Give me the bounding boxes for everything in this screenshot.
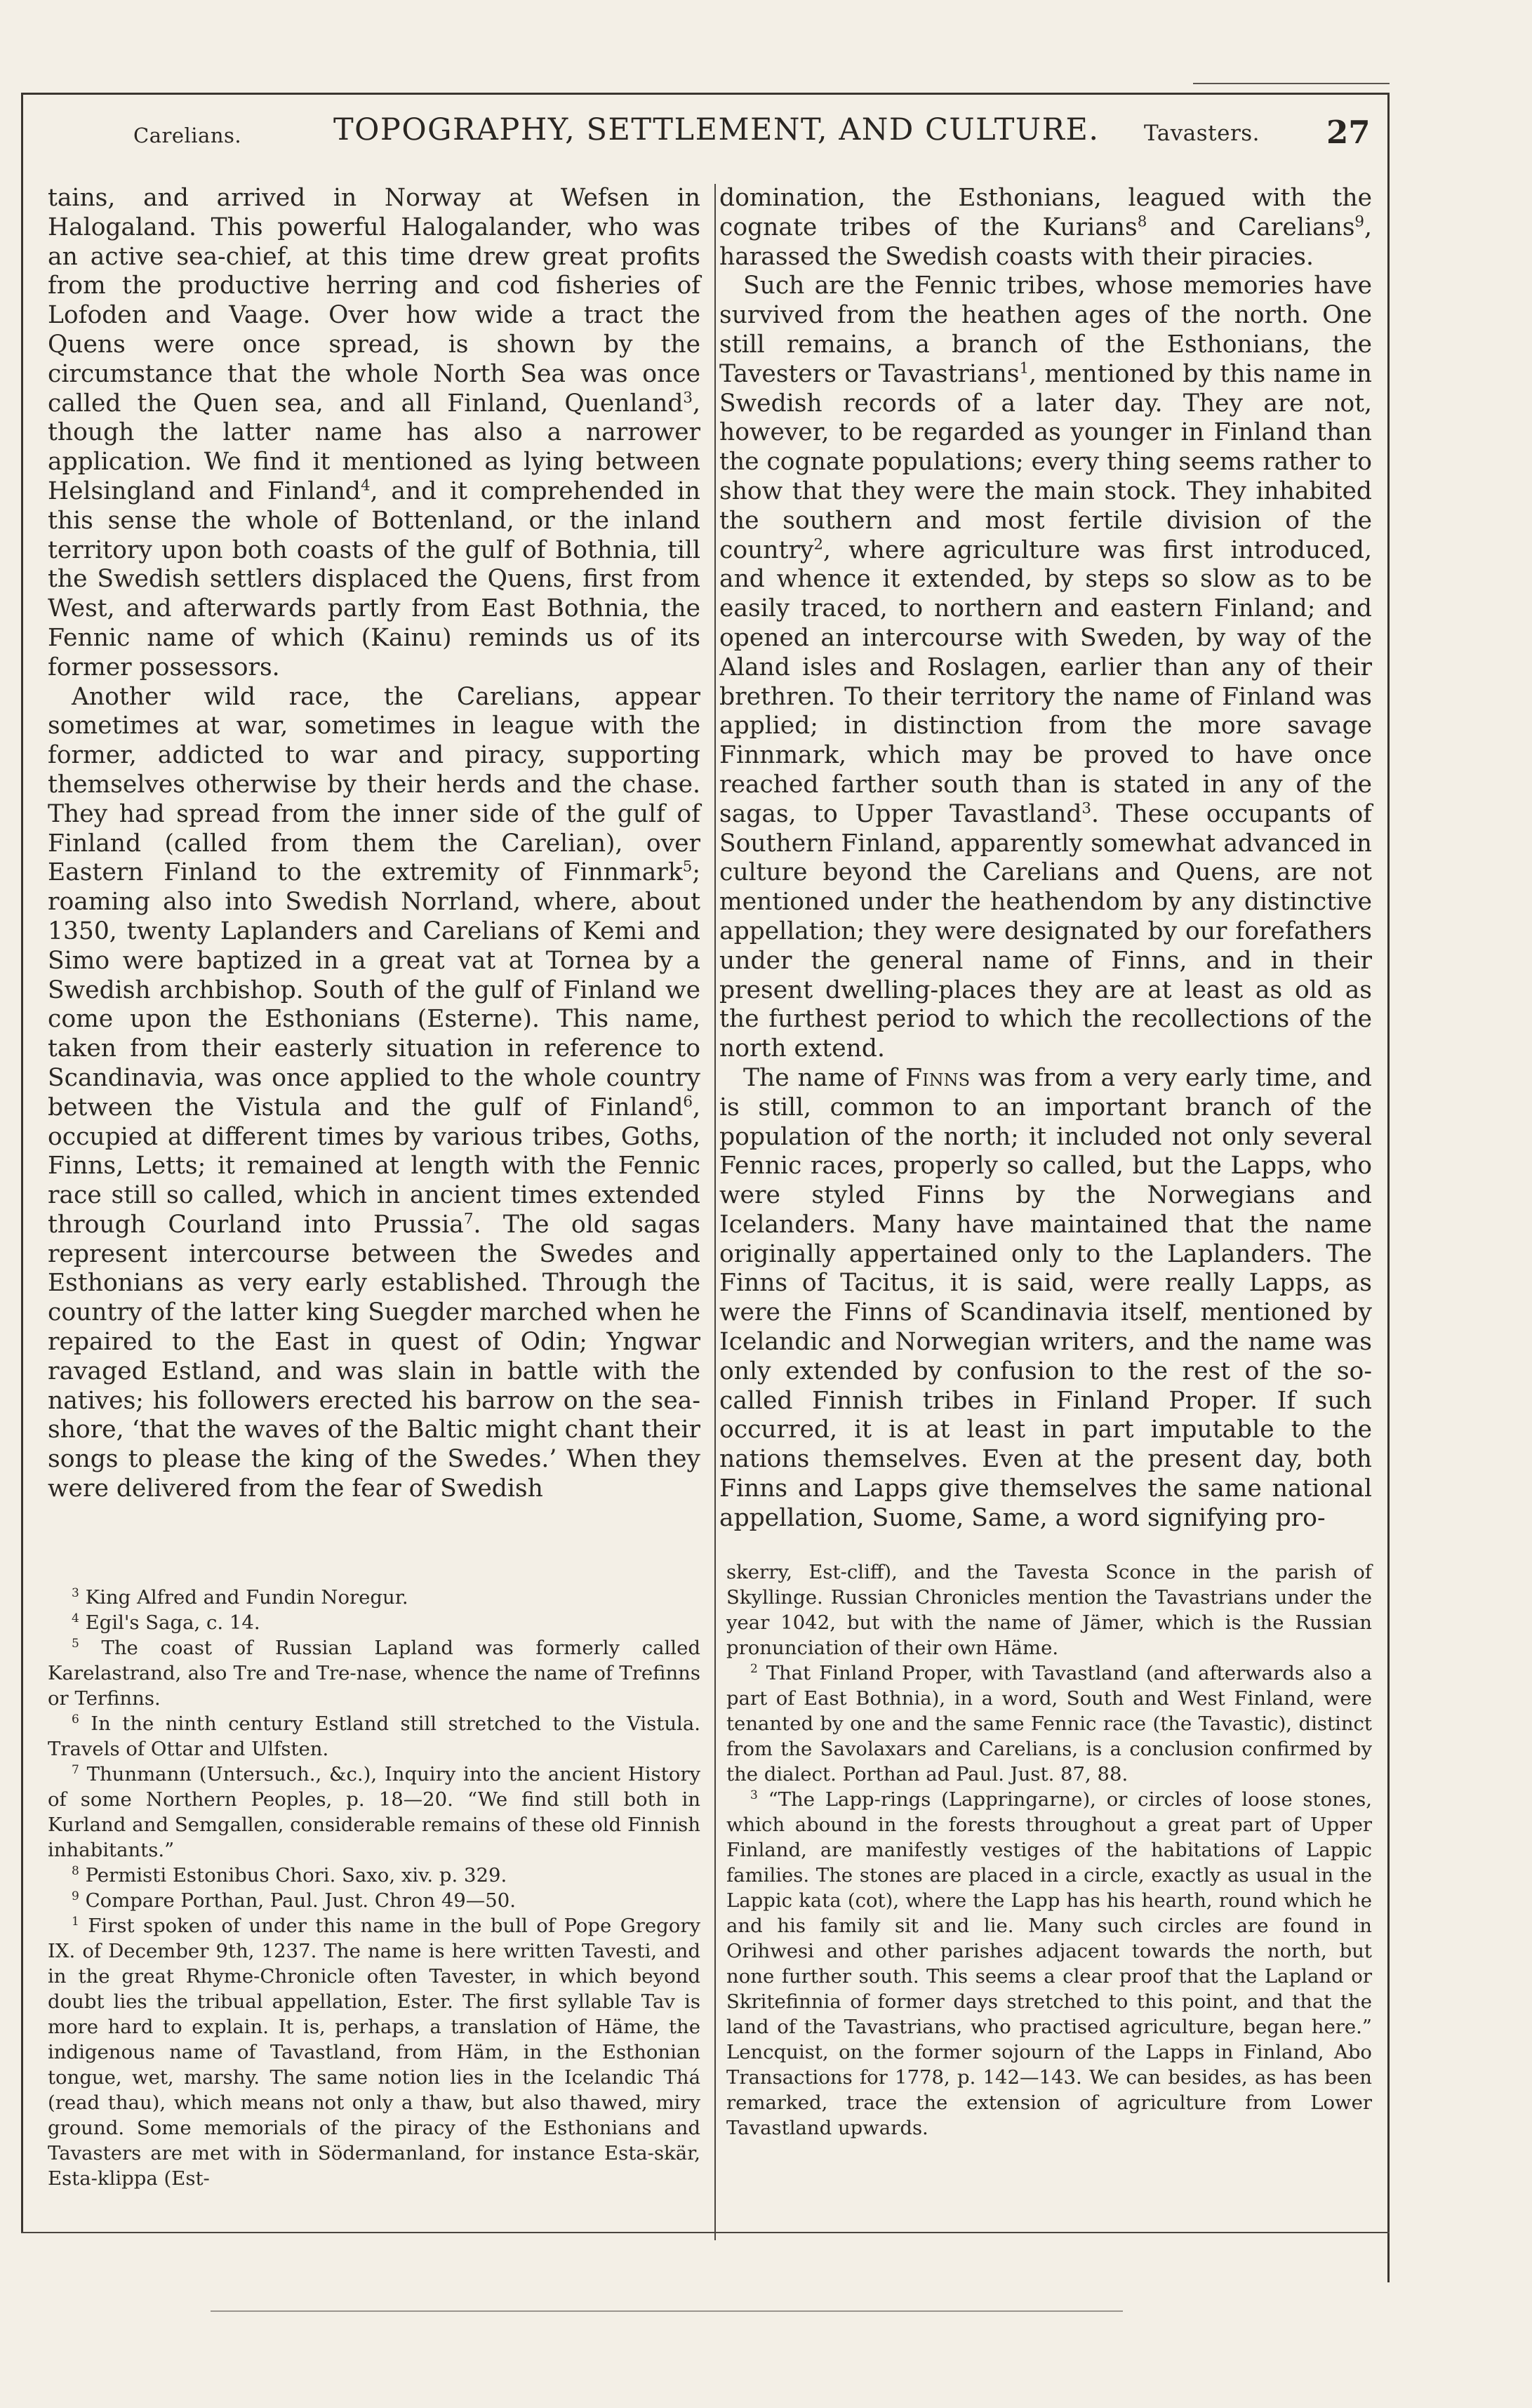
footnote-ref-4: 4 [361, 477, 371, 495]
footnote: $^6$ In the ninth century Estland still stretched to the Vistula. Travels of Ottar and Ulfsten. [48, 1712, 700, 1760]
footnote-ref-6: 6 [683, 1093, 693, 1111]
footnote: $^3$ “The Lapp-rings (Lappringarne), or circles of loose stones, which abound in the forests throughout a great part of Upper Finland, are manifestly vestiges of the habitations of Lappic families. The stones are placed in a circle, exactly as usual in the Lappic kata (cot), where the Lapp has his hearth, round which he and his family sit and lie. Many such circles are found in Orihwesi and other parishes adjacent towards the north, but none further south. This seems a clear proof that the Lapland or Skritefinnia of former days stretched to this point, and that the land of the Tavastrians, who practised agriculture, began here.” Lencquist, on the former sojourn of the Lapps in Finland, Abo Transactions for 1778, p. 142—143. We can besides, as has been remarked, trace the extension of agriculture from Lower Tavastland upwards. [726, 1788, 1372, 2139]
left-paragraph-2: Another wild race, the Carelians, appear sometimes at war, sometimes in league with the former, addicted to war and piracy, supporting themselves otherwise by their herds and the chase. They had spread from the inner side of the gulf of Finland (called from them the Carelian), over Eastern Finland to the extremity of Finnmark$^5$; roaming also into Swedish Norrland, where, about 1350, twenty Laplanders and Carelians of Kemi and Simo were baptized in a great vat at Tornea by a Swedish archbishop. South of the gulf of Finland we come upon the Esthonians (Esterne). This name, taken from their easterly situation in reference to Scandinavia, was once applied to the whole country between the Vistula and the gulf of Finland$^6$, occupied at different times by various tribes, Goths, Finns, Letts; it remained at length with the Fennic race still so called, which in ancient times extended through Courland into Prussia$^7$. The old sagas represent intercourse between the Swedes and Esthonians as very early established. Through the country of the latter king Suegder marched when he repaired to the East in quest of Odin; Yngwar ravaged Estland, and was slain in battle with the natives; his followers erected his barrow on the sea-shore, ‘that the waves of the Baltic might chant their songs to please the king of the Swedes.’ When they were delivered from the fear of Swedish [48, 682, 700, 1503]
footnote: $^8$ Permisti Estonibus Chori. Saxo, xiv. p. 329. [72, 1863, 507, 1887]
page-frame-right [1387, 93, 1390, 2282]
page-frame-bottom-secondary [211, 2310, 1123, 2312]
page-title: TOPOGRAPHY, SETTLEMENT, AND CULTURE. [333, 112, 1100, 147]
footnote: $^1$ First spoken of under this name in the bull of Pope Gregory IX. of December 9th, 1237. The name is here written Tavesti, and in the great Rhyme-Chronicle often Tavester, in which beyond doubt lies the tribual appellation, Ester. The first syllable Tav is more hard to explain. It is, perhaps, a translation of Häme, the indigenous name of Tavastland, from Häm, in the Esthonian tongue, wet, marshy. The same notion lies in the Icelandic Thá (read thau), which means not only a thaw, but also thawed, miry ground. Some memorials of the piracy of the Esthonians and Tavasters are met with in Södermanland, for instance Esta-skär, Esta-klippa (Est- [48, 1914, 700, 2190]
left-column-body [48, 184, 700, 1504]
page-frame-bottom [21, 2232, 1390, 2233]
right-paragraph-2: Such are the Fennic tribes, whose memories have survived from the heathen ages of the north. One still remains, a branch of the Esthonians, the Tavesters or Tavastrians$^1$, mentioned by this name in Swedish records of a later day. They are not, however, to be regarded as younger in Finland than the cognate populations; every thing seems rather to show that they were the main stock. They inhabited the southern and most fertile division of the country$^2$, where agriculture was first introduced, and whence it extended, by steps so slow as to be easily traced, to northern and eastern Finland; and opened an intercourse with Sweden, by way of the Aland isles and Roslagen, earlier than any of their brethren. To their territory the name of Finland was applied; in distinction from the more savage Finnmark, which may be proved to have once reached farther south than is stated in any of the sagas, to Upper Tavastland$^3$. These occupants of Southern Finland, apparently somewhat advanced in culture beyond the Carelians and Quens, are not mentioned under the heathendom by any distinctive appellation; they were designated by our forefathers under the general name of Finns, and in their present dwelling-places they are at least as old as the furthest period to which the recollections of the north extend. [719, 272, 1372, 1063]
footnote: $^2$ That Finland Proper, with Tavastland (and afterwards also a part of East Bothnia), in a word, South and West Finland, were tenanted by one and the same Fennic race (the Tavastic), distinct from the Savolaxars and Carelians, is a conclusion confirmed by the dialect. Porthan ad Paul. Just. 87, 88. [726, 1661, 1372, 1785]
page-frame-left [21, 93, 23, 2233]
header-left-keyword: Carelians. [133, 124, 242, 147]
footnote: $^3$ King Alfred and Fundin Noregur. [72, 1585, 408, 1609]
right-footnotes [726, 1559, 1372, 2141]
column-divider [714, 184, 716, 2240]
footnote: $^7$ Thunmann (Untersuch., &c.), Inquiry into the ancient History of some Northern Peoples, p. 18—20. “We find still both in Kurland and Semgallen, considerable remains of these old Finnish inhabitants.” [48, 1762, 700, 1861]
footnote-ref-5: 5 [682, 858, 693, 876]
running-header [133, 112, 1376, 161]
left-footnotes [48, 1585, 700, 2191]
right-paragraph-3: The name of Finns was from a very early time, and is still, common to an important branch of the population of the north; it included not only several Fennic races, properly so called, but the Lapps, who were styled Finns by the Norwegians and Icelanders. Many have maintained that the name originally appertained only to the Laplanders. The Finns of Tacitus, it is said, were really Lapps, as were the Finns of Scandinavia itself, mentioned by Icelandic and Norwegian writers, and the name was only extended by confusion to the rest of the so-called Finnish tribes in Finland Proper. If such occurred, it is at least in part imputable to the nations themselves. Even at the present day, both Finns and Lapps give themselves the same national appellation, Suome, Same, a word signifying pro- [719, 1063, 1372, 1532]
page-frame-top-secondary [1193, 83, 1390, 84]
page-frame-top [21, 93, 1390, 95]
page-number: 27 [1326, 114, 1371, 151]
right-column-body [719, 184, 1372, 1534]
footnote-ref-8: 8 [1137, 213, 1147, 231]
footnote: $^9$ Compare Porthan, Paul. Just. Chron 49—50. [72, 1889, 517, 1912]
footnote-ref-9: 9 [1354, 213, 1365, 231]
header-right-keyword: Tavasters. [1144, 121, 1260, 146]
footnote-ref-3b: 3 [1081, 799, 1092, 818]
footnote-ref-7: 7 [463, 1210, 474, 1228]
footnote-ref-1: 1 [1019, 359, 1030, 378]
right-paragraph-1: domination, the Esthonians, leagued with the cognate tribes of the Kurians$^8$ and Carelians$^9$, harassed the Swedish coasts with their piracies. [719, 184, 1372, 271]
footnote-ref-2: 2 [813, 536, 823, 554]
finns-smallcaps: Finns [905, 1063, 971, 1092]
footnote-ref-3: 3 [683, 389, 693, 407]
footnote: $^5$ The coast of Russian Lapland was formerly called Karelastrand, also Tre and Tre-nase, whence the name of Trefinns or Terfinns. [48, 1636, 700, 1710]
footnote: $^4$ Egil's Saga, c. 14. [72, 1611, 260, 1634]
footnote-continuation: skerry, Est-cliff), and the Tavesta Sconce in the parish of Skyllinge. Russian Chronicles mention the Tavastrians under the year 1042, but with the name of Jämer, which is the Russian pronunciation of their own Häme. [726, 1561, 1372, 1659]
left-paragraph-1: tains, and arrived in Norway at Wefsen in Halogaland. This powerful Halogalander, who was an active sea-chief, at this time drew great profits from the productive herring and cod fisheries of Lofoden and Vaage. Over how wide a tract the Quens were once spread, is shown by the circumstance that the whole North Sea was once called the Quen sea, and all Finland, Quenland$^3$, though the latter name has also a narrower application. We find it mentioned as lying between Helsingland and Finland$^4$, and it comprehended in this sense the whole of Bottenland, or the inland territory upon both coasts of the gulf of Bothnia, till the Swedish settlers displaced the Quens, first from West, and afterwards partly from East Bothnia, the Fennic name of which (Kainu) reminds us of its former possessors. [48, 184, 700, 681]
